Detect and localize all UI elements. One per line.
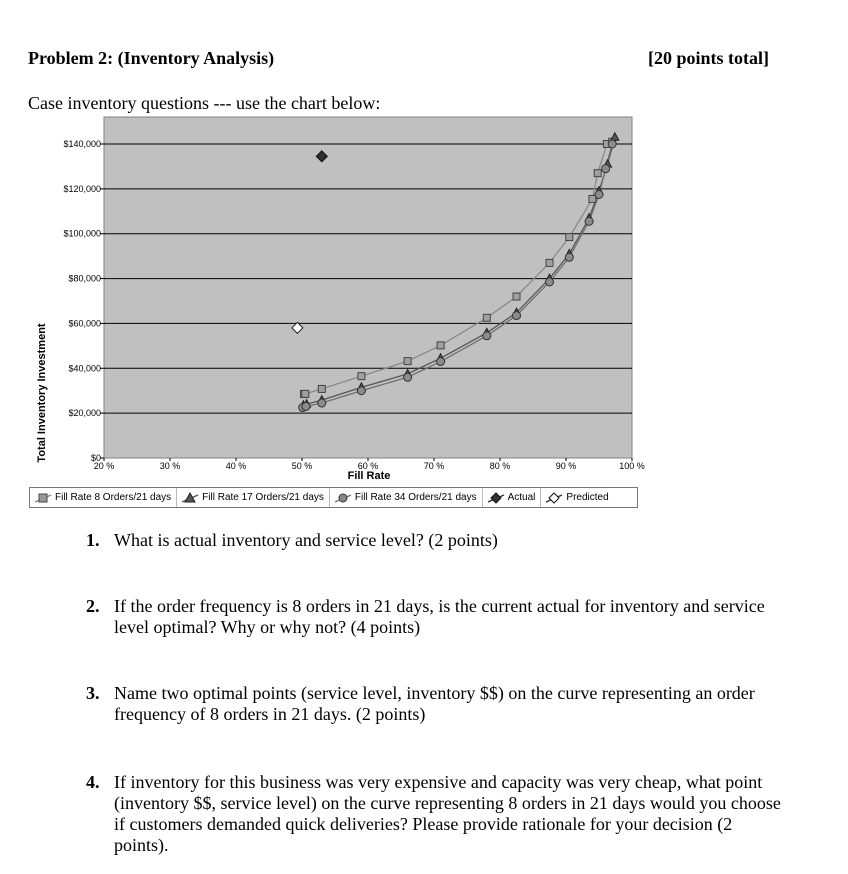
problem-title: Problem 2: (Inventory Analysis) (28, 48, 275, 68)
point-square-1-2 (318, 385, 325, 392)
question-text: What is actual inventory and service level? (2 points) (114, 530, 498, 550)
point-circle-3-8 (546, 278, 554, 286)
point-circle-3-2 (318, 399, 326, 407)
diamond-open-icon (545, 492, 563, 504)
plot-area (104, 117, 632, 458)
y-tick-label: $20,000 (68, 408, 101, 419)
triangle-marker-icon (181, 492, 199, 504)
legend-label: Fill Rate 17 Orders/21 days (202, 492, 324, 503)
legend-item-17-orders (177, 488, 330, 507)
x-tick-label: 70 % (423, 461, 445, 471)
x-tick-label: 100 % (619, 461, 645, 471)
chart-legend (29, 487, 638, 508)
point-square-1-5 (437, 342, 444, 349)
point-square-1-4 (404, 358, 411, 365)
question-2 (86, 596, 786, 638)
x-tick-label: 40 % (225, 461, 247, 471)
point-square-1-8 (546, 259, 553, 266)
question-4 (86, 772, 786, 856)
inventory-chart (0, 110, 848, 490)
point-square-1-7 (513, 293, 520, 300)
x-axis-label: Fill Rate (347, 470, 391, 482)
points-total: [20 points total] (648, 48, 769, 68)
x-tick-label: 80 % (489, 461, 511, 471)
x-tick-label: 60 % (357, 461, 379, 471)
point-circle-3-6 (483, 332, 491, 340)
point-square-1-6 (483, 314, 490, 321)
legend-item-actual (483, 488, 542, 507)
point-square-1-3 (358, 373, 365, 380)
legend-item-8-orders (30, 488, 177, 507)
question-number: 3. (86, 683, 100, 703)
point-circle-3-1 (302, 402, 310, 410)
point-square-1-1 (302, 390, 309, 397)
y-tick-label: $140,000 (63, 139, 101, 149)
x-tick-label: 50 % (291, 461, 313, 471)
y-tick-label: $100,000 (63, 228, 101, 239)
x-tick-label: 90 % (555, 461, 577, 471)
point-square-1-9 (566, 234, 573, 241)
intro-text: Case inventory questions --- use the chart below: (28, 93, 381, 113)
diamond-filled-icon (487, 492, 505, 504)
y-tick-label: $0 (90, 453, 101, 463)
question-number: 2. (86, 596, 100, 616)
point-circle-3-13 (608, 140, 616, 148)
legend-label: Fill Rate 34 Orders/21 days (354, 492, 477, 503)
question-number: 1. (86, 530, 100, 550)
point-square-1-11 (594, 170, 601, 177)
x-tick-label: 30 % (159, 461, 181, 471)
point-circle-3-11 (595, 190, 603, 198)
y-tick-label: $60,000 (68, 318, 101, 329)
point-circle-3-7 (513, 312, 521, 320)
question-text: Name two optimal points (service level, inventory $$) on the curve representing an order frequency of 8 orders in 21 days. (2 points) (114, 683, 755, 724)
legend-item-34-orders (330, 488, 483, 507)
question-3 (86, 683, 786, 725)
y-tick-label: $40,000 (68, 363, 101, 374)
square-marker-icon (34, 492, 52, 504)
point-circle-3-9 (565, 253, 573, 261)
point-circle-3-5 (437, 358, 445, 366)
legend-label: Fill Rate 8 Orders/21 days (55, 492, 172, 503)
point-circle-3-10 (585, 217, 593, 225)
circle-marker-icon (334, 492, 352, 504)
point-circle-3-12 (602, 165, 610, 173)
y-tick-label: $80,000 (68, 273, 101, 284)
y-axis-label: Total Inventory Investment (36, 323, 48, 463)
point-circle-3-3 (357, 387, 365, 395)
question-text: If the order frequency is 8 orders in 21 days, is the current actual for inventory and service level optimal? Why or why not? (4 points) (114, 596, 765, 637)
legend-label: Actual (507, 492, 536, 503)
x-tick-label: 20 % (93, 461, 115, 471)
y-tick-label: $120,000 (63, 183, 101, 194)
legend-label: Predicted (566, 492, 609, 503)
question-number: 4. (86, 772, 100, 792)
legend-item-predicted (541, 488, 613, 507)
question-text: If inventory for this business was very expensive and capacity was very cheap, what point (inventory $$, service level) on the curve representing 8 orders in 21 days would you choose if customers demanded quick deliveries? Please provide rationale for your decision (2 points). (114, 772, 781, 855)
point-square-1-10 (589, 195, 596, 202)
question-1 (86, 530, 498, 551)
point-circle-3-4 (404, 373, 412, 381)
